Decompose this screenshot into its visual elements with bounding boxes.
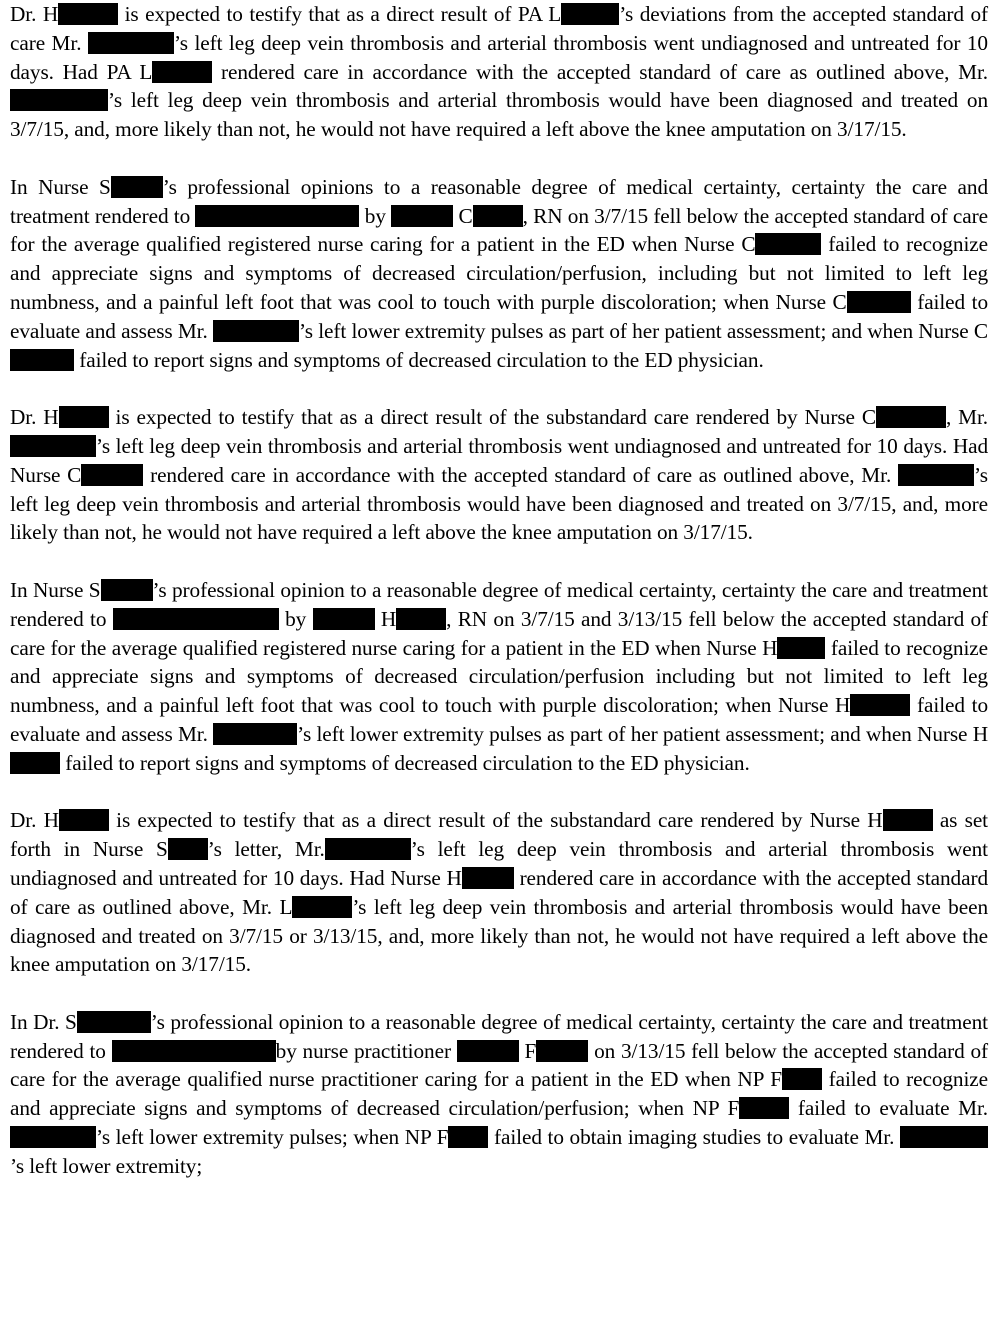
redaction-box [391, 205, 453, 227]
redaction-box [168, 838, 208, 860]
redaction-box [325, 838, 411, 860]
text-run: , Mr. [945, 405, 989, 430]
text-run: is expected to testify that as a direct result of the substandard care rendered by Nurse H [108, 808, 883, 833]
text-run: H [374, 606, 397, 631]
redaction-box [292, 896, 352, 918]
text-run: failed to recognize and appreciate signs and symptoms of decreased circulation/perfusion, including but not limited to left leg numbness, and a painful left foot that was cool to touch with purple discoloration; when Nurse C [10, 232, 988, 314]
text-run: ’s left leg deep vein thrombosis and arterial thrombosis went undiagnosed and untreated for 10 days. Had Nurse C [10, 433, 988, 487]
text-run: rendered care in accordance with the accepted standard of care as outlined above, Mr. [212, 59, 988, 84]
redaction-box [876, 406, 946, 428]
redaction-box [847, 291, 911, 313]
text-run: rendered care in accordance with the accepted standard of care as outlined above, Mr. L [10, 865, 989, 919]
text-run: , RN on 3/7/15 and 3/13/15 fell below the accepted standard of care for the average qualified registered nurse caring for a patient in the ED when Nurse H [10, 606, 988, 660]
paragraph-dr-h-testimony-pa [10, 0, 988, 144]
redaction-box [10, 89, 108, 111]
text-run: ’s left leg deep vein thrombosis and arterial thrombosis would have been diagnosed and treated on 3/7/15, and, more likely than not, he would not have required a left above the knee amputation on 3/17/15. [10, 88, 988, 142]
redaction-box [77, 1011, 151, 1033]
redaction-box [10, 1126, 96, 1148]
redaction-box [213, 320, 299, 342]
redaction-box [112, 1040, 276, 1062]
redaction-box [898, 464, 974, 486]
redaction-box [313, 608, 375, 630]
text-run: ’s left lower extremity pulses as part of her patient assessment; and when Nurse C [298, 318, 988, 343]
text-run: rendered care in accordance with the accepted standard of care as outlined above, Mr. [143, 462, 898, 487]
document-page [10, 0, 988, 1181]
redaction-box [195, 205, 359, 227]
redaction-box [111, 176, 163, 198]
text-run: failed to recognize and appreciate signs and symptoms of decreased circulation/perfusion; when NP F [10, 1067, 988, 1121]
paragraph-nurse-s-opinion-nurse-h [10, 576, 988, 778]
redaction-box [113, 608, 279, 630]
text-run: failed to report signs and symptoms of decreased circulation to the ED physician. [60, 750, 750, 775]
redaction-box [58, 3, 118, 25]
text-run: In Nurse S [10, 577, 101, 602]
text-run: ’s left lower extremity pulses as part of her patient assessment; and when Nurse H [297, 721, 988, 746]
text-run: ’s left lower extremity pulses; when NP F [96, 1125, 449, 1150]
text-run: Dr. H [10, 405, 59, 430]
redaction-box [81, 464, 143, 486]
text-run: by [278, 606, 313, 631]
text-run: ’s left leg deep vein thrombosis and arterial thrombosis went undiagnosed and untreated for 10 days. Had Nurse H [10, 837, 988, 890]
redaction-box [755, 233, 821, 255]
text-run: ’s professional opinions to a reasonable degree of medical certainty, certainty the care and treatment rendered to [10, 174, 988, 228]
text-run: , RN on 3/7/15 fell below the accepted standard of care for the average qualified registered nurse caring for a patient in the ED when Nurse C [10, 203, 988, 257]
text-run: failed to evaluate and assess Mr. [10, 693, 988, 746]
redaction-box [88, 32, 174, 54]
text-run: failed to report signs and symptoms of decreased circulation to the ED physician. [74, 347, 764, 372]
text-run: ’s left leg deep vein thrombosis and arterial thrombosis would have been diagnosed and treated on 3/7/15, and, more likely than not, he would not have required a left above the knee amputation on 3/17/15. [10, 462, 988, 545]
paragraph-dr-s-opinion-np-f [10, 1008, 988, 1181]
redaction-box [396, 608, 446, 630]
redaction-box [473, 205, 523, 227]
redaction-box [59, 809, 109, 831]
redaction-box [561, 3, 619, 25]
text-run: ’s deviations from the accepted standard of care Mr. [10, 2, 988, 55]
text-run: Dr. H [10, 2, 59, 26]
redaction-box [10, 752, 60, 774]
text-run: as set forth in Nurse S [10, 808, 988, 862]
redaction-box [10, 435, 96, 457]
redaction-box [782, 1068, 822, 1090]
redaction-box [462, 867, 514, 889]
redaction-box [213, 723, 297, 745]
text-run: failed to obtain imaging studies to evaluate Mr. [488, 1125, 900, 1150]
redaction-box [101, 579, 153, 601]
redaction-box [152, 61, 212, 83]
redaction-box [536, 1040, 588, 1062]
text-run: by nurse practitioner [275, 1038, 457, 1063]
text-run: is expected to testify that as a direct result of PA L [118, 2, 562, 26]
text-run: Dr. H [10, 808, 59, 833]
text-run: is expected to testify that as a direct result of the substandard care rendered by Nurse C [108, 405, 876, 430]
text-run: ’s professional opinion to a reasonable degree of medical certainty, certainty the care and treatment rendered to [10, 1009, 988, 1063]
redaction-box [448, 1126, 488, 1148]
text-run: F [518, 1038, 537, 1063]
text-run: by [359, 203, 392, 228]
redaction-box [883, 809, 933, 831]
text-run: ’s left leg deep vein thrombosis and arterial thrombosis would have been diagnosed and treated on 3/7/15 or 3/13/15, and, more likely than not, he would not have required a left above the knee amputation on 3/17/15. [10, 894, 988, 977]
text-run: In Nurse S [10, 174, 111, 199]
text-run: failed to evaluate Mr. [789, 1096, 988, 1121]
paragraph-dr-h-testimony-nurse-h [10, 806, 988, 979]
redaction-box [850, 694, 910, 716]
redaction-box [59, 406, 109, 428]
text-run: In Dr. S [10, 1009, 77, 1034]
text-run: failed to recognize and appreciate signs and symptoms of decreased circulation/perfusion including but not limited to left leg numbness, and a painful left foot that was cool to touch with purple discoloration; when Nurse H [10, 635, 988, 718]
text-run: ’s letter, Mr. [207, 837, 325, 862]
text-run: ’s left lower extremity; [10, 1153, 203, 1178]
redaction-box [777, 637, 825, 659]
text-run: ’s professional opinion to a reasonable degree of medical certainty, certainty the care and treatment rendered to [10, 577, 988, 631]
paragraph-dr-h-testimony-nurse-c [10, 403, 988, 547]
text-run: failed to evaluate and assess Mr. [10, 289, 988, 343]
redaction-box [739, 1097, 789, 1119]
paragraph-nurse-s-opinion-nurse-c [10, 173, 988, 375]
text-run: ’s left leg deep vein thrombosis and arterial thrombosis went undiagnosed and untreated for 10 days. Had PA L [10, 30, 988, 84]
text-run: on 3/13/15 fell below the accepted standard of care for the average qualified nurse practitioner caring for a patient in the ED when NP F [10, 1038, 988, 1092]
redaction-box [457, 1040, 519, 1062]
redaction-box [900, 1126, 988, 1148]
text-run: C [453, 203, 473, 228]
redaction-box [10, 349, 74, 371]
